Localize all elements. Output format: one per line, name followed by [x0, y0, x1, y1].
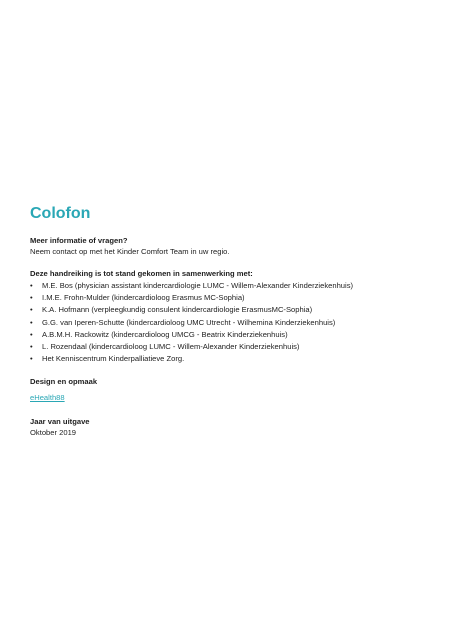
info-heading: Meer informatie of vragen? — [30, 236, 128, 245]
collaboration-section — [30, 268, 430, 365]
year-heading: Jaar van uitgave — [30, 417, 90, 427]
collaborator-name: M.E. Bos (physician assistant kindercardiologie LUMC - Willem-Alexander Kinderziekenhuis) — [42, 281, 354, 290]
bullet-icon: • — [30, 293, 33, 303]
design-link[interactable]: eHealth88 — [30, 393, 65, 403]
collaborator-name: K.A. Hofmann (verpleegkundig consulent kindercardiologie ErasmusMC-Sophia) — [42, 305, 313, 315]
list-item — [30, 280, 430, 292]
list-item — [30, 341, 430, 353]
bullet-icon: • — [30, 342, 33, 352]
list-item — [30, 329, 430, 341]
bullet-icon: • — [30, 329, 33, 339]
info-text: Neem contact op met het Kinder Comfort Team in uw regio. — [30, 247, 230, 256]
list-item — [30, 353, 430, 365]
colofon-section — [30, 204, 430, 449]
bullet-icon: • — [30, 354, 33, 364]
design-section — [30, 376, 430, 405]
collaborator-name: A.B.M.H. Rackowitz (kindercardioloog UMCG - Beatrix Kinderziekenhuis) — [42, 329, 288, 339]
list-item — [30, 304, 430, 316]
year-section — [30, 416, 430, 438]
collaborator-name: Het Kenniscentrum Kinderpalliatieve Zorg. — [42, 354, 185, 364]
bullet-icon: • — [30, 317, 33, 327]
info-section — [30, 235, 430, 257]
colofon-title: Colofon — [30, 205, 91, 222]
collaboration-heading: Deze handreiking is tot stand gekomen in samenwerking met: — [30, 269, 253, 278]
collaborator-name: I.M.E. Frohn-Mulder (kindercardioloog Erasmus MC-Sophia) — [42, 293, 245, 303]
collaborator-name: G.G. van Iperen-Schutte (kindercardioloog UMC Utrecht - Wilhemina Kinderziekenhuis) — [42, 317, 336, 327]
design-heading: Design en opmaak — [30, 377, 98, 387]
bullet-icon: • — [30, 281, 33, 290]
year-text: Oktober 2019 — [30, 428, 77, 438]
collaborator-name: L. Rozendaal (kindercardioloog LUMC - Willem-Alexander Kinderziekenhuis) — [42, 342, 300, 352]
bullet-icon: • — [30, 305, 33, 315]
list-item — [30, 317, 430, 329]
list-item — [30, 292, 430, 304]
collaborator-list — [30, 280, 430, 365]
